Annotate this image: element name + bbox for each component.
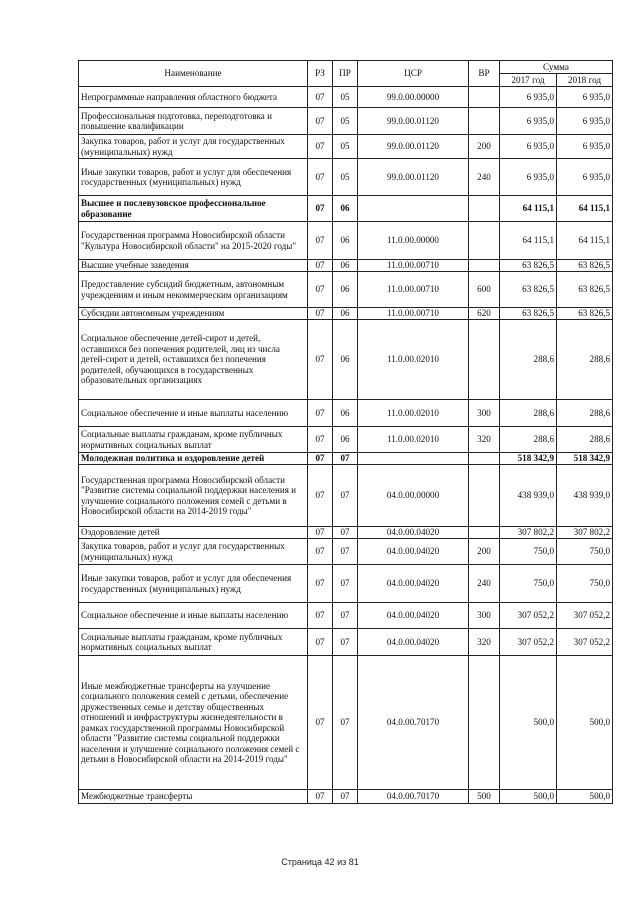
- cell-rz: 07: [308, 603, 333, 629]
- cell-vr: 320: [469, 427, 500, 453]
- cell-csr: 04.0.00.00000: [358, 465, 469, 527]
- table-row: [79, 656, 613, 790]
- table-body: [79, 87, 613, 804]
- page-footer: Страница 42 из 81: [281, 857, 359, 867]
- cell-sum-2018: 288,6: [557, 320, 613, 400]
- cell-csr: 11.0.00.00710: [358, 260, 469, 272]
- cell-name: Оздоровление детей: [79, 527, 308, 539]
- cell-rz: 07: [308, 196, 333, 222]
- cell-csr: 04.0.00.04020: [358, 539, 469, 565]
- cell-vr: 300: [469, 400, 500, 427]
- cell-name: Государственная программа Новосибирской области "Развитие системы социальной поддержки населения и улучшение социального положения семей с детьми в Новосибирской области на 2014-2019 годы": [79, 465, 308, 527]
- cell-sum-2017: 64 115,1: [500, 196, 557, 222]
- cell-csr: 04.0.00.04020: [358, 527, 469, 539]
- cell-sum-2017: 307 052,2: [500, 629, 557, 656]
- table-row: [79, 308, 613, 320]
- cell-sum-2017: 288,6: [500, 427, 557, 453]
- cell-sum-2017: 307 802,2: [500, 527, 557, 539]
- cell-name: Социальное обеспечение и иные выплаты населению: [79, 400, 308, 427]
- table-row: [79, 465, 613, 527]
- cell-csr: 11.0.00.02010: [358, 320, 469, 400]
- cell-rz: 07: [308, 400, 333, 427]
- table-row: [79, 272, 613, 308]
- cell-pr: 06: [333, 400, 358, 427]
- cell-sum-2018: 288,6: [557, 400, 613, 427]
- table-header: [79, 61, 613, 87]
- table-row: [79, 539, 613, 565]
- table-row: [79, 260, 613, 272]
- cell-sum-2018: 500,0: [557, 790, 613, 804]
- header-year-2017: 2017 год: [500, 74, 557, 87]
- cell-vr: 240: [469, 565, 500, 603]
- cell-csr: 04.0.00.04020: [358, 565, 469, 603]
- cell-pr: 06: [333, 196, 358, 222]
- cell-name: Социальное обеспечение детей-сирот и детей, оставшихся без попечения родителей, лиц из числа детей-сирот и детей, оставшихся без попечения родителей, обучающихся в государственных образовательных организациях: [79, 320, 308, 400]
- cell-rz: 07: [308, 135, 333, 159]
- cell-sum-2017: 6 935,0: [500, 135, 557, 159]
- cell-rz: 07: [308, 308, 333, 320]
- cell-csr: 04.0.00.70170: [358, 790, 469, 804]
- cell-name: Субсидии автономным учреждениям: [79, 308, 308, 320]
- cell-rz: 07: [308, 159, 333, 196]
- cell-name: Непрограммные направления областного бюджета: [79, 87, 308, 108]
- cell-vr: 200: [469, 135, 500, 159]
- cell-pr: 05: [333, 108, 358, 135]
- cell-sum-2018: 6 935,0: [557, 135, 613, 159]
- cell-name: Закупка товаров, работ и услуг для государственных (муниципальных) нужд: [79, 539, 308, 565]
- cell-rz: 07: [308, 427, 333, 453]
- cell-csr: [358, 453, 469, 465]
- cell-sum-2018: 288,6: [557, 427, 613, 453]
- cell-vr: [469, 656, 500, 790]
- cell-vr: [469, 453, 500, 465]
- cell-vr: 320: [469, 629, 500, 656]
- cell-vr: 240: [469, 159, 500, 196]
- cell-pr: 07: [333, 603, 358, 629]
- cell-csr: 99.0.00.00000: [358, 87, 469, 108]
- table-row: [79, 603, 613, 629]
- table-row: [79, 565, 613, 603]
- cell-name: Молодежная политика и оздоровление детей: [79, 453, 308, 465]
- table-row: [79, 135, 613, 159]
- cell-csr: 99.0.00.01120: [358, 108, 469, 135]
- cell-name: Высшее и послевузовское профессиональное образование: [79, 196, 308, 222]
- cell-sum-2017: 500,0: [500, 656, 557, 790]
- table-row: [79, 400, 613, 427]
- cell-pr: 07: [333, 565, 358, 603]
- cell-sum-2017: 63 826,5: [500, 272, 557, 308]
- cell-name: Государственная программа Новосибирской области "Культура Новосибирской области" на 2015-2020 годы": [79, 222, 308, 260]
- cell-pr: 07: [333, 465, 358, 527]
- cell-rz: 07: [308, 320, 333, 400]
- cell-sum-2018: 307 802,2: [557, 527, 613, 539]
- cell-rz: 07: [308, 565, 333, 603]
- cell-pr: 06: [333, 272, 358, 308]
- table-row: [79, 453, 613, 465]
- header-vr: ВР: [469, 61, 500, 87]
- cell-pr: 06: [333, 260, 358, 272]
- cell-rz: 07: [308, 272, 333, 308]
- cell-pr: 05: [333, 159, 358, 196]
- cell-csr: 11.0.00.00000: [358, 222, 469, 260]
- cell-vr: 600: [469, 272, 500, 308]
- cell-sum-2017: 500,0: [500, 790, 557, 804]
- cell-vr: [469, 87, 500, 108]
- cell-pr: 06: [333, 320, 358, 400]
- cell-sum-2018: 63 826,5: [557, 260, 613, 272]
- cell-pr: 06: [333, 222, 358, 260]
- cell-name: Предоставление субсидий бюджетным, автономным учреждениям и иным некоммерческим организациям: [79, 272, 308, 308]
- cell-csr: 04.0.00.04020: [358, 603, 469, 629]
- cell-pr: 07: [333, 527, 358, 539]
- cell-sum-2018: 750,0: [557, 539, 613, 565]
- cell-pr: 07: [333, 453, 358, 465]
- header-rz: РЗ: [308, 61, 333, 87]
- cell-sum-2018: 500,0: [557, 656, 613, 790]
- header-csr: ЦСР: [358, 61, 469, 87]
- cell-sum-2017: 63 826,5: [500, 308, 557, 320]
- cell-sum-2018: 63 826,5: [557, 272, 613, 308]
- cell-pr: 07: [333, 629, 358, 656]
- cell-pr: 06: [333, 308, 358, 320]
- cell-csr: 04.0.00.04020: [358, 629, 469, 656]
- cell-rz: 07: [308, 108, 333, 135]
- table-row: [79, 427, 613, 453]
- cell-name: Иные закупки товаров, работ и услуг для обеспечения государственных (муниципальных) нужд: [79, 159, 308, 196]
- cell-csr: 11.0.00.00710: [358, 272, 469, 308]
- cell-sum-2017: 750,0: [500, 565, 557, 603]
- cell-sum-2018: 64 115,1: [557, 222, 613, 260]
- cell-vr: 300: [469, 603, 500, 629]
- cell-sum-2018: 307 052,2: [557, 603, 613, 629]
- cell-csr: 11.0.00.02010: [358, 427, 469, 453]
- cell-sum-2018: 438 939,0: [557, 465, 613, 527]
- table-row: [79, 87, 613, 108]
- cell-sum-2017: 63 826,5: [500, 260, 557, 272]
- cell-csr: 11.0.00.02010: [358, 400, 469, 427]
- cell-sum-2017: 6 935,0: [500, 159, 557, 196]
- cell-vr: [469, 108, 500, 135]
- cell-sum-2017: 6 935,0: [500, 108, 557, 135]
- cell-vr: [469, 222, 500, 260]
- cell-name: Социальные выплаты гражданам, кроме публичных нормативных социальных выплат: [79, 629, 308, 656]
- cell-sum-2017: 288,6: [500, 320, 557, 400]
- cell-pr: 06: [333, 427, 358, 453]
- cell-csr: 99.0.00.01120: [358, 159, 469, 196]
- table-row: [79, 790, 613, 804]
- cell-csr: 99.0.00.01120: [358, 135, 469, 159]
- cell-pr: 05: [333, 87, 358, 108]
- cell-vr: [469, 260, 500, 272]
- header-pr: ПР: [333, 61, 358, 87]
- cell-sum-2017: 518 342,9: [500, 453, 557, 465]
- cell-name: Социальные выплаты гражданам, кроме публичных нормативных социальных выплат: [79, 427, 308, 453]
- cell-sum-2018: 6 935,0: [557, 159, 613, 196]
- cell-name: Иные межбюджетные трансферты на улучшение социального положения семей с детьми, обеспечение дружественных семье и детству общественных отношений и инфраструктуры жизнедеятельности в рамках государственной программы Новосибирской области "Развитие системы социальной поддержки населения и улучшение социального положения семей с детьми в Новосибирской области на 2014-2019 годы": [79, 656, 308, 790]
- cell-sum-2017: 307 052,2: [500, 603, 557, 629]
- table-row: [79, 159, 613, 196]
- cell-sum-2017: 288,6: [500, 400, 557, 427]
- cell-vr: 620: [469, 308, 500, 320]
- cell-sum-2017: 6 935,0: [500, 87, 557, 108]
- cell-vr: [469, 196, 500, 222]
- table-row: [79, 222, 613, 260]
- cell-name: Профессиональная подготовка, переподготовка и повышение квалификации: [79, 108, 308, 135]
- header-sum: Сумма: [500, 61, 613, 74]
- table-row: [79, 629, 613, 656]
- cell-pr: 05: [333, 135, 358, 159]
- cell-sum-2018: 6 935,0: [557, 87, 613, 108]
- budget-table: [78, 60, 613, 804]
- cell-name: Закупка товаров, работ и услуг для государственных (муниципальных) нужд: [79, 135, 308, 159]
- cell-rz: 07: [308, 656, 333, 790]
- cell-rz: 07: [308, 453, 333, 465]
- table-row: [79, 108, 613, 135]
- cell-sum-2017: 438 939,0: [500, 465, 557, 527]
- cell-pr: 07: [333, 656, 358, 790]
- cell-rz: 07: [308, 629, 333, 656]
- cell-pr: 07: [333, 539, 358, 565]
- cell-vr: 200: [469, 539, 500, 565]
- cell-vr: [469, 465, 500, 527]
- cell-vr: 500: [469, 790, 500, 804]
- cell-sum-2018: 63 826,5: [557, 308, 613, 320]
- cell-name: Иные закупки товаров, работ и услуг для обеспечения государственных (муниципальных) нужд: [79, 565, 308, 603]
- cell-pr: 07: [333, 790, 358, 804]
- header-year-2018: 2018 год: [557, 74, 613, 87]
- cell-rz: 07: [308, 539, 333, 565]
- cell-csr: 11.0.00.00710: [358, 308, 469, 320]
- cell-rz: 07: [308, 222, 333, 260]
- cell-name: Высшие учебные заведения: [79, 260, 308, 272]
- cell-csr: [358, 196, 469, 222]
- cell-rz: 07: [308, 465, 333, 527]
- cell-sum-2018: 64 115,1: [557, 196, 613, 222]
- cell-sum-2018: 518 342,9: [557, 453, 613, 465]
- cell-rz: 07: [308, 260, 333, 272]
- cell-name: Межбюджетные трансферты: [79, 790, 308, 804]
- cell-sum-2017: 750,0: [500, 539, 557, 565]
- cell-sum-2018: 6 935,0: [557, 108, 613, 135]
- cell-csr: 04.0.00.70170: [358, 656, 469, 790]
- cell-name: Социальное обеспечение и иные выплаты населению: [79, 603, 308, 629]
- cell-rz: 07: [308, 527, 333, 539]
- cell-rz: 07: [308, 87, 333, 108]
- cell-rz: 07: [308, 790, 333, 804]
- table-row: [79, 196, 613, 222]
- cell-sum-2017: 64 115,1: [500, 222, 557, 260]
- cell-vr: [469, 320, 500, 400]
- table-row: [79, 320, 613, 400]
- header-name: Наименование: [79, 61, 308, 87]
- cell-vr: [469, 527, 500, 539]
- table-row: [79, 527, 613, 539]
- cell-sum-2018: 307 052,2: [557, 629, 613, 656]
- cell-sum-2018: 750,0: [557, 565, 613, 603]
